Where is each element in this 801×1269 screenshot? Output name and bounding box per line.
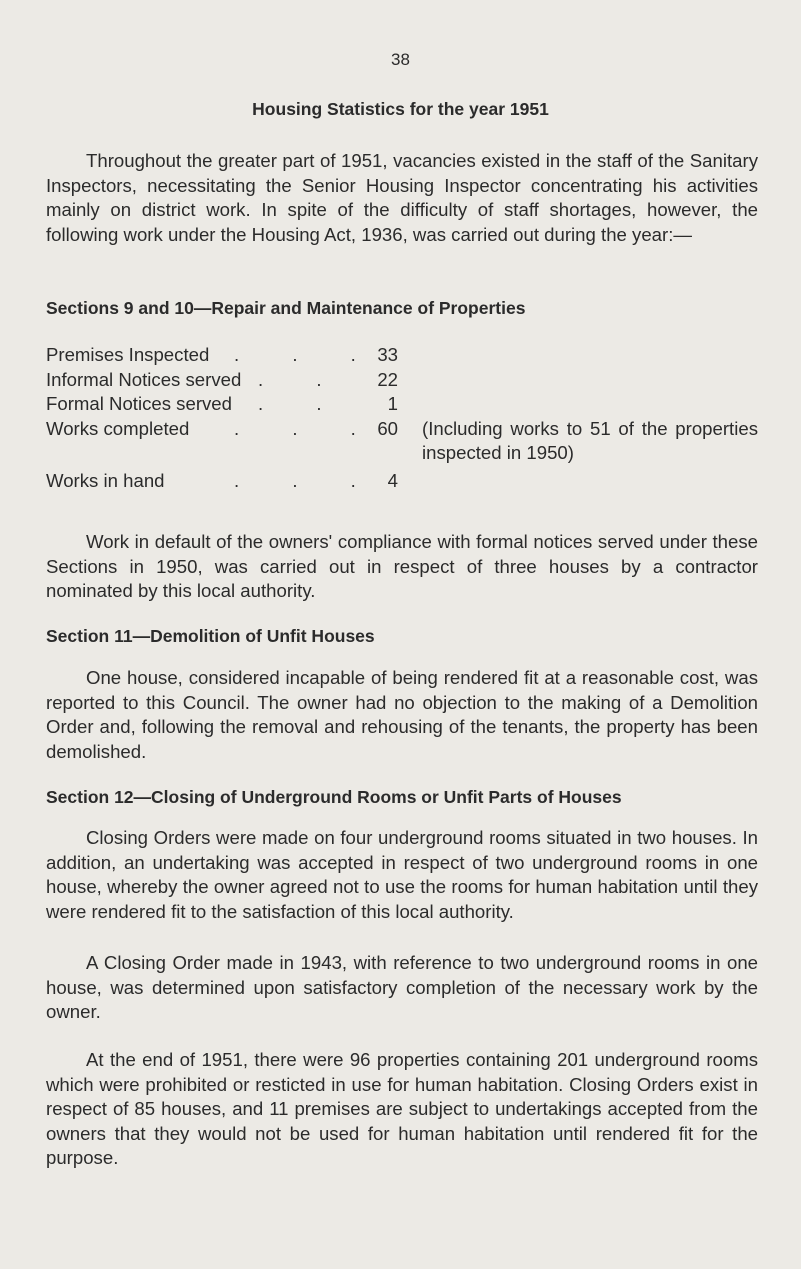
stat-leader-dots: . . . <box>234 344 380 365</box>
demolition-paragraph: One house, considered incapable of being rendered fit at a reasonable cost, was reported to this Council. The owner had no objection to the making of a Demolition Order and, following the removal and rehousing of the tenants, the property has been demolished. <box>46 667 758 762</box>
stat-label: Works in hand <box>46 469 165 491</box>
stat-value: 1 <box>387 393 398 414</box>
intro-paragraph: Throughout the greater part of 1951, vacancies existed in the staff of the Sanitary Inspectors, necessitating the Senior Housing Inspector concentrating his activities mainly on district work. In spite of the difficulty of staff shortages, however, the following work under the Housing Act, 1936, was carried out during the year:— <box>46 150 758 245</box>
stat-value: 60 <box>377 417 398 439</box>
stat-leader-dots: . . <box>258 393 346 414</box>
stat-label: Works completed <box>46 417 190 439</box>
section-9-10-heading: Sections 9 and 10—Repair and Maintenance of Properties <box>46 298 526 318</box>
stat-value: 33 <box>377 344 398 365</box>
closing-order-1943-paragraph: A Closing Order made in 1943, with reference to two underground rooms in one house, was determined upon satisfactory completion of the necessary work by the owner. <box>46 952 758 1022</box>
stat-leader-dots: . . . <box>234 469 380 491</box>
section-12-heading: Section 12—Closing of Underground Rooms or Unfit Parts of Houses <box>46 787 622 807</box>
stat-value: 22 <box>377 368 398 390</box>
stat-note: (Including works to 51 of the properties inspected in 1950) <box>422 417 758 463</box>
stat-row-formal-notices <box>46 392 758 417</box>
section-11-heading: Section 11—Demolition of Unfit Houses <box>46 626 375 646</box>
stat-row-premises-inspected <box>46 343 758 368</box>
stat-row-informal-notices <box>46 368 758 393</box>
stat-label: Premises Inspected <box>46 344 210 365</box>
end-of-year-paragraph: At the end of 1951, there were 96 properties containing 201 underground rooms which were prohibited or resticted in use for human habitation. Closing Orders exist in respect of 85 houses, and 11 premises are subject to undertakings accepted from the owners that they would not be used for human habitation until rendered fit for the purpose. <box>46 1049 758 1168</box>
stat-value: 4 <box>387 469 398 491</box>
stat-leader-dots: . . . <box>234 417 380 439</box>
page-title: Housing Statistics for the year 1951 <box>252 99 549 119</box>
stat-row-works-in-hand <box>46 469 758 494</box>
default-work-paragraph: Work in default of the owners' compliance with formal notices served under these Sections in 1950, was carried out in respect of three houses by a contractor nominated by this local authority. <box>46 531 758 601</box>
stat-label: Informal Notices served <box>46 368 242 390</box>
stat-label: Formal Notices served <box>46 393 232 414</box>
closing-orders-paragraph: Closing Orders were made on four underground rooms situated in two houses. In addition, an undertaking was accepted in respect of two underground rooms in one house, whereby the owner agreed not to use the rooms for human habitation until they were rendered fit to the satisfaction of this local authority. <box>46 827 758 922</box>
repair-statistics-list <box>46 343 758 493</box>
stat-row-works-completed <box>46 417 758 466</box>
page-number: 38 <box>391 50 410 69</box>
stat-leader-dots: . . <box>258 368 346 390</box>
